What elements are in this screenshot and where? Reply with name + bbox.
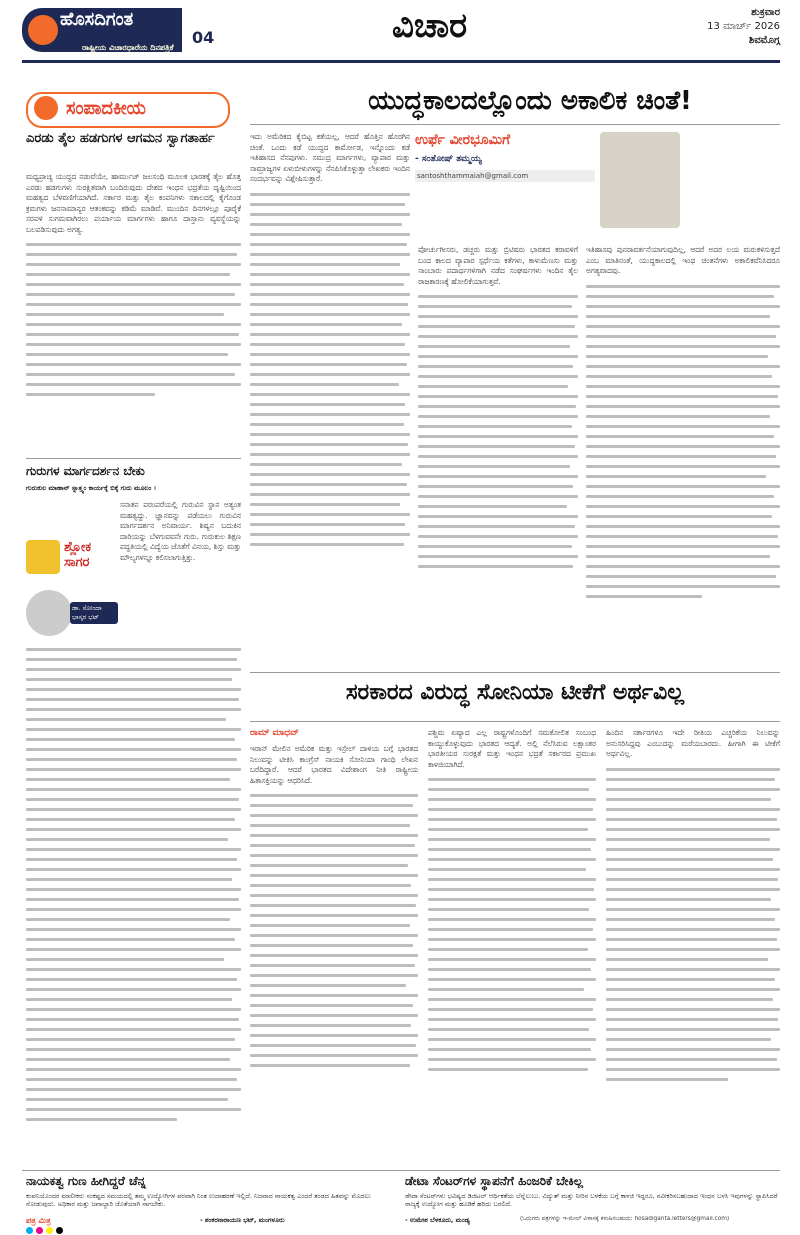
- date: 13 ಮಾರ್ಚ್ 2026: [707, 21, 780, 32]
- datacenter-body: ಡೇಟಾ ಸೆಂಟರ್‌ಗಳು ಭವಿಷ್ಯದ ಡಿಜಿಟಲ್ ಆರ್ಥಿಕತೆಯ ಬೆನ್ನೆಲುಬು. ವಿದ್ಯುತ್ ಮತ್ತು ನೀರಿನ ಬಳಕೆಯ ಬಗ್ಗೆ ಕಾಳಜಿ ಇದ್ದರೂ, ನವೀಕರಿಸಬಹುದಾದ ಇಂಧನ ಬಳಸಿ ಇವುಗಳನ್ನು ಸ್ಥಾಪಿಸಿದರೆ ರಾಜ್ಯಕ್ಕೆ ಉದ್ಯೋಗ ಮತ್ತು ಹೂಡಿಕೆ ಹರಿದು ಬರಲಿದೆ.: [405, 1192, 778, 1208]
- author-photo: [600, 132, 680, 228]
- sonia-author: ರಾಮ್ ಮಾಧವ್: [250, 728, 299, 738]
- masthead-rule: [22, 60, 780, 63]
- guru-subtitle: ಗುರುಕುಲ ಮಾಹಾನ್ ಸ್ನಾತ್ತ್ವಂ ಕಾರ್ಯಕ್ಕೆ ಬಿಕ್ಕೆ ಗುರು ಮೂಲಂ ।: [26, 484, 157, 492]
- editorial-title: ಎರಡು ತೈಲ ಹಡಗುಗಳ ಆಗಮನ ಸ್ವಾಗತಾರ್ಹ: [26, 131, 215, 146]
- print-color-marks: [26, 1227, 63, 1234]
- guru-continued-text: [26, 648, 241, 1121]
- main-body-col-1: [250, 132, 410, 662]
- main-text-2: ಪೋರ್ಚುಗೀಸರು, ಡಚ್ಚರು ಮತ್ತು ಬ್ರಿಟಿಷರು ಭಾರತದ ಕರಾವಳಿಗೆ ಬಂದ ಕಾಲದ ವ್ಯಾಪಾರ ಸ್ಪರ್ಧೆಯ ಕತೆಗಳು, ಕಾಳುಮೆಣಸು ಮತ್ತು ಸಾಂಬಾರು ಪದಾರ್ಥಗಳಿಗಾಗಿ ನಡೆದ ಸಂಘರ್ಷಗಳು ಇಂದಿನ ತೈಲ ರಾಜಕಾರಣಕ್ಕೆ ಹೋಲಿಕೆಯಾಗುತ್ತವೆ.: [418, 245, 578, 286]
- sonia-body-col-2: [428, 728, 596, 1164]
- guru-body-continued: [26, 648, 241, 1168]
- main-text-3: ಇತಿಹಾಸವು ಪುನರಾವರ್ತನೆಯಾಗುವುದಿಲ್ಲ, ಆದರೆ ಅದರ ಲಯ ಮರುಕಳಿಸುತ್ತದೆ ಎಂಬ ಮಾತಿನಂತೆ, ಯುದ್ಧಕಾಲದಲ್ಲಿ ಇಂಥ ಚಿಂತನೆಗಳು ಅಕಾಲಿಕವೆನಿಸಿದರೂ ಅಗತ್ಯವಾದವು.: [586, 245, 780, 275]
- sonia-headline: ಸರಕಾರದ ವಿರುದ್ಧ ಸೋನಿಯಾ ಟೀಕೆಗೆ ಅರ್ಥವಿಲ್ಲ: [345, 680, 685, 705]
- column-header: [415, 132, 595, 238]
- logo-text: ಹೊಸದಿಗಂತ: [60, 9, 134, 30]
- editorial-emblem-icon: [34, 96, 58, 120]
- main-author: - ಸಂತೋಷ್ ತಮ್ಮಯ್ಯ: [415, 154, 482, 164]
- newspaper-logo[interactable]: [22, 8, 182, 52]
- guru-author-box: [26, 540, 114, 640]
- sonia-text-2: ಪಶ್ಚಿಮ ಏಷ್ಯಾದ ಎಲ್ಲ ರಾಷ್ಟ್ರಗಳೊಂದಿಗೆ ಸಮತೋಲಿತ ಸಂಬಂಧ ಕಾಯ್ದುಕೊಳ್ಳುವುದು ಭಾರತದ ಆದ್ಯತೆ. ಅಲ್ಲಿ ನೆಲೆಸಿರುವ ಲಕ್ಷಾಂತರ ಭಾರತೀಯರ ಸುರಕ್ಷತೆ ಮತ್ತು ಇಂಧನ ಭದ್ರತೆ ಸರ್ಕಾರದ ಪ್ರಮುಖ ಕಾಳಜಿಯಾಗಿದೆ.: [428, 728, 596, 769]
- editorial-banner-label: ಸಂಪಾದಕೀಯ: [66, 98, 146, 119]
- leadership-body: ಕಂಪನಿಯೊಂದರ ಮಾಲೀಕರು ಸಂಕಷ್ಟದ ಸಮಯದಲ್ಲಿ ತಮ್ಮ ಉದ್ಯೋಗಿಗಳ ಪರವಾಗಿ ನಿಂತ ಉದಾಹರಣೆ ಇಲ್ಲಿದೆ. ನಿಜವಾದ ನಾಯಕತ್ವ ಎಂದರೆ ತಂಡದ ಹಿತವನ್ನು ಮೊದಲು ನೋಡುವುದು. ಅಧಿಕಾರ ಮತ್ತು ಜವಾಬ್ದಾರಿ ಜೊತೆಯಾಗಿ ಸಾಗಬೇಕು.: [26, 1192, 371, 1208]
- city: ಶಿವಮೊಗ್ಗ: [748, 35, 780, 46]
- author-email[interactable]: santoshthammaiah@gmail.com: [415, 170, 595, 182]
- editorial-text: ಮಧ್ಯಪ್ರಾಚ್ಯ ಯುದ್ಧದ ನಡುವೆಯೇ, ಹಾರ್ಮುಜ್ ಜಲಸಂಧಿ ಮೂಲಕ ಭಾರತಕ್ಕೆ ತೈಲ ಹೊತ್ತ ಎರಡು ಹಡಗುಗಳು ಸುರಕ್ಷಿತವಾಗಿ ಬಂದಿರುವುದು ದೇಶದ ಇಂಧನ ಭದ್ರತೆಯ ದೃಷ್ಟಿಯಿಂದ ಮಹತ್ವದ ಬೆಳವಣಿಗೆಯಾಗಿದೆ. ಸರ್ಕಾರ ಮತ್ತು ತೈಲ ಕಂಪನಿಗಳು ಸಕಾಲದಲ್ಲಿ ಕೈಗೊಂಡ ಕ್ರಮಗಳು ಜನಸಾಮಾನ್ಯರ ಆತಂಕವನ್ನು ಕಡಿಮೆ ಮಾಡಿವೆ. ಮುಂದಿನ ದಿನಗಳಲ್ಲೂ ಪೂರೈಕೆ ಸರಪಳಿ ಸುಗಮವಾಗಿರಲು ಪರ್ಯಾಯ ಮಾರ್ಗಗಳು ಹಾಗೂ ದಾಸ್ತಾನು ವ್ಯವಸ್ಥೆಯನ್ನು ಬಲಪಡಿಸುವುದು ಅಗತ್ಯ.: [26, 172, 241, 234]
- main-text-1: ಇದು ಅಮೆರಿಕದ ಕೈಬಿಟ್ಟ ಕತೆಯಲ್ಲ, ಆದರೆ ಹೊತ್ತಿನ ಹೊರಗಿನ ಚಿಂತೆ. ಒಂದು ಕಡೆ ಯುದ್ಧದ ಕಾರ್ಮೋಡ, ಇನ್ನೊಂದು ಕಡೆ ಇತಿಹಾಸದ ನೆನಪುಗಳು. ಸಮುದ್ರ ಮಾರ್ಗಗಳು, ವ್ಯಾಪಾರ ಮತ್ತು ಸಾಮ್ರಾಜ್ಯಗಳ ಏಳುಬೀಳುಗಳನ್ನು ನೆನಪಿಸಿಕೊಳ್ಳುತ್ತಾ ಲೇಖಕರು ಇಂದಿನ ಸಂದರ್ಭವನ್ನು ವಿಶ್ಲೇಷಿಸುತ್ತಾರೆ.: [250, 132, 410, 183]
- guru-body: [120, 500, 241, 640]
- letters-column-name: ಪತ್ರ ಮಿತ್ರ: [26, 1216, 51, 1225]
- sonia-body-col-3: [606, 728, 780, 1164]
- main-body-col-2: [418, 245, 578, 662]
- leadership-signature: - ಶಂಕರನಾರಾಯಣ ಭಟ್, ಮಂಗಳೂರು: [200, 1216, 285, 1224]
- sonia-text-1: ಇರಾನ್ ಮೇಲಿನ ಅಮೆರಿಕ ಮತ್ತು ಇಸ್ರೇಲ್ ದಾಳಿಯ ಬಗ್ಗೆ ಭಾರತದ ನಿಲುವನ್ನು ಟೀಕಿಸಿ ಕಾಂಗ್ರೆಸ್ ನಾಯಕಿ ಸೋನಿಯಾ ಗಾಂಧಿ ಲೇಖನ ಬರೆದಿದ್ದಾರೆ. ಆದರೆ ಭಾರತದ ವಿದೇಶಾಂಗ ನೀತಿ ರಾಷ್ಟ್ರೀಯ ಹಿತಾಸಕ್ತಿಯನ್ನು ಆಧರಿಸಿದೆ.: [250, 744, 418, 785]
- leadership-title: ನಾಯಕತ್ವ ಗುಣ ಹೀಗಿದ್ದರೆ ಚೆನ್ನ: [26, 1174, 146, 1188]
- editorial-continued-text: [26, 243, 241, 396]
- editorial-body: [26, 172, 241, 452]
- logo-tagline: ರಾಷ್ಟ್ರೀಯ ವಿಚಾರಧಾರೆಯ ದಿನಪತ್ರಿಕೆ: [82, 43, 174, 52]
- quill-icon: [26, 540, 60, 574]
- section-title: ವಿಚಾರ: [392, 6, 468, 46]
- main-headline: ಯುದ್ಧಕಾಲದಲ್ಲೊಂದು ಅಕಾಲಿಕ ಚಿಂತೆ!: [368, 86, 692, 116]
- guru-author: ಡಾ. ಸೋಂದಾ ಭಾಸ್ಕರ ಭಟ್: [70, 602, 118, 624]
- guru-text: ಸನಾತನ ಪರಂಪರೆಯಲ್ಲಿ ಗುರುವಿನ ಸ್ಥಾನ ಅತ್ಯಂತ ಮಹತ್ವದ್ದು. ಜ್ಞಾನವನ್ನು ಪಡೆಯಲು ಗುರುವಿನ ಮಾರ್ಗದರ್ಶನ ಅನಿವಾರ್ಯ. ಶಿಷ್ಯನ ಬದುಕಿನ ದಾರಿಯನ್ನು ಬೆಳಗುವವನೇ ಗುರು. ಗುರುಕುಲ ಶಿಕ್ಷಣ ಪದ್ಧತಿಯಲ್ಲಿ ವಿದ್ಯೆಯ ಜೊತೆಗೆ ವಿನಯ, ಶಿಸ್ತು ಮತ್ತು ಮೌಲ್ಯಗಳನ್ನೂ ಕಲಿಸಲಾಗುತ್ತಿತ್ತು.: [120, 500, 241, 562]
- page-number: 04: [192, 28, 215, 47]
- editorial-banner: [26, 92, 230, 128]
- issue-date: [707, 6, 780, 48]
- column-name: ಉರ್ಫೆ ವೀರಭೂಮಿಗೆ: [415, 132, 511, 148]
- guru-column-name: ಶ್ಲೋಕ ಸಾಗರ: [64, 540, 92, 570]
- datacenter-signature: - ಉಮೇಶ ಬೆಳಕೂರು, ಮಂಡ್ಯ: [405, 1216, 470, 1224]
- masthead: [0, 0, 800, 62]
- guru-title: ಗುರುಗಳ ಮಾರ್ಗದರ್ಶನ ಬೇಕು: [26, 464, 145, 478]
- sonia-body-col-1: [250, 744, 418, 1164]
- logo-emblem-icon: [28, 15, 58, 45]
- letters-contact[interactable]: (ಓದುಗರು ಪತ್ರಗಳನ್ನು ಇ-ಮೇಲ್ ವಿಳಾಸಕ್ಕೆ ಕಳುಹಿಸಬಹುದು: hosadiganta.letters@gmail.com): [520, 1216, 730, 1222]
- sonia-text-3: ಹಿಂದಿನ ಸರ್ಕಾರಗಳೂ ಇದೇ ರೀತಿಯ ಎಚ್ಚರಿಕೆಯ ನಿಲುವನ್ನು ಅನುಸರಿಸಿದ್ದವು ಎಂಬುದನ್ನು ಮರೆಯಬಾರದು. ಹೀಗಾಗಿ ಈ ಟೀಕೆಗೆ ಅರ್ಥವಿಲ್ಲ.: [606, 728, 780, 758]
- datacenter-title: ಡೇಟಾ ಸೆಂಟರ್‌ಗಳ ಸ್ಥಾಪನೆಗೆ ಹಿಂಜರಿಕೆ ಬೇಕಿಲ್ಲ: [405, 1174, 584, 1188]
- guru-author-avatar: [26, 590, 72, 636]
- weekday: ಶುಕ್ರವಾರ: [751, 7, 780, 18]
- main-body-col-3: [586, 245, 780, 662]
